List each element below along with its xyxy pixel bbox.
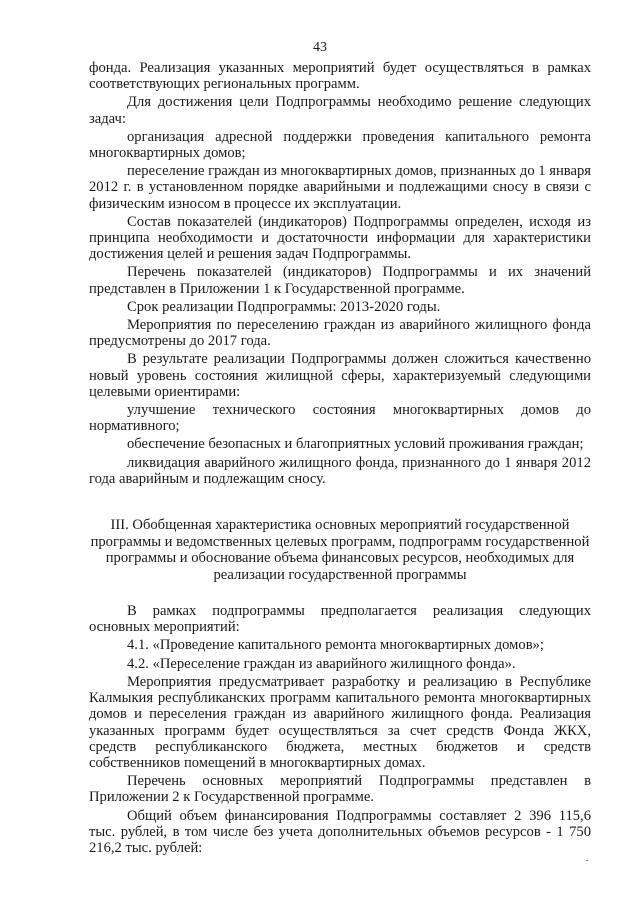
paragraph: Перечень показателей (индикаторов) Подпрограммы и их значений представлен в Приложении 1 к Государственной программе. — [89, 264, 591, 297]
paragraph: Общий объем финансирования Подпрограммы составляет 2 396 115,6 тыс. рублей, в том числе без учета дополнительных объемов ресурсов - 1 750 216,2 тыс. рублей: — [89, 807, 591, 856]
paragraph: Срок реализации Подпрограммы: 2013-2020 годы. — [127, 298, 441, 315]
paragraph: Мероприятия предусматривает разработку и реализацию в Республике Калмыкия республиканских программ капитального ремонта многоквартирных домов и переселения граждан из аварийного жилищного фонда. Реализация указанных программ будет осуществляться за счет средств Фонда ЖКХ, средств республиканского бюджета, местных бюджетов и средств собственников помещений в многоквартирных домах. — [89, 673, 591, 771]
section-heading: III. Обобщенная характеристика основных мероприятий государственной программы и ведомственных целевых программ, подпрограмм государственной программы и обоснование объема финансовых ресурсов, необходимых для реализации государственной программы — [90, 517, 590, 583]
paragraph: Состав показателей (индикаторов) Подпрограммы определен, исходя из принципа необходимости и достаточности информации для характеристики достижения целей и решения задач Подпрограммы. — [89, 213, 591, 263]
paragraph: Для достижения цели Подпрограммы необходимо решение следующих задач: — [89, 94, 591, 127]
paragraph: Перечень основных мероприятий Подпрограммы представлен в Приложении 2 к Государственной программе. — [89, 773, 591, 806]
paragraph: фонда. Реализация указанных мероприятий будет осуществляться в рамках соответствующих региональных программ. — [89, 60, 591, 93]
paragraph: 4.1. «Проведение капитального ремонта многоквартирных домов»; — [127, 637, 544, 654]
page-number: 43 — [313, 40, 327, 55]
paragraph: ликвидация аварийного жилищного фонда, признанного до 1 января 2012 года аварийным и подлежащим сносу. — [89, 454, 591, 487]
paragraph: 4.2. «Переселение граждан из аварийного жилищного фонда». — [127, 655, 516, 672]
scan-speck: · — [585, 853, 589, 867]
paragraph: В рамках подпрограммы предполагается реализация следующих основных мероприятий: — [89, 603, 591, 636]
paragraph: Мероприятия по переселению граждан из аварийного жилищного фонда предусмотрены до 2017 года. — [89, 317, 591, 350]
paragraph: переселение граждан из многоквартирных домов, признанных до 1 января 2012 г. в установленном порядке аварийными и подлежащими сносу в связи с физическим износом в процессе их эксплуатации. — [89, 163, 591, 212]
paragraph: обеспечение безопасных и благоприятных условий проживания граждан; — [127, 436, 584, 453]
paragraph: организация адресной поддержки проведения капитального ремонта многоквартирных домов; — [89, 128, 591, 162]
paragraph: В результате реализации Подпрограммы должен сложиться качественно новый уровень состояния жилищной сферы, характеризуемый следующими целевыми ориентирами: — [89, 351, 591, 400]
page-body — [89, 60, 591, 858]
paragraph: улучшение технического состояния многоквартирных домов до нормативного; — [89, 402, 591, 435]
